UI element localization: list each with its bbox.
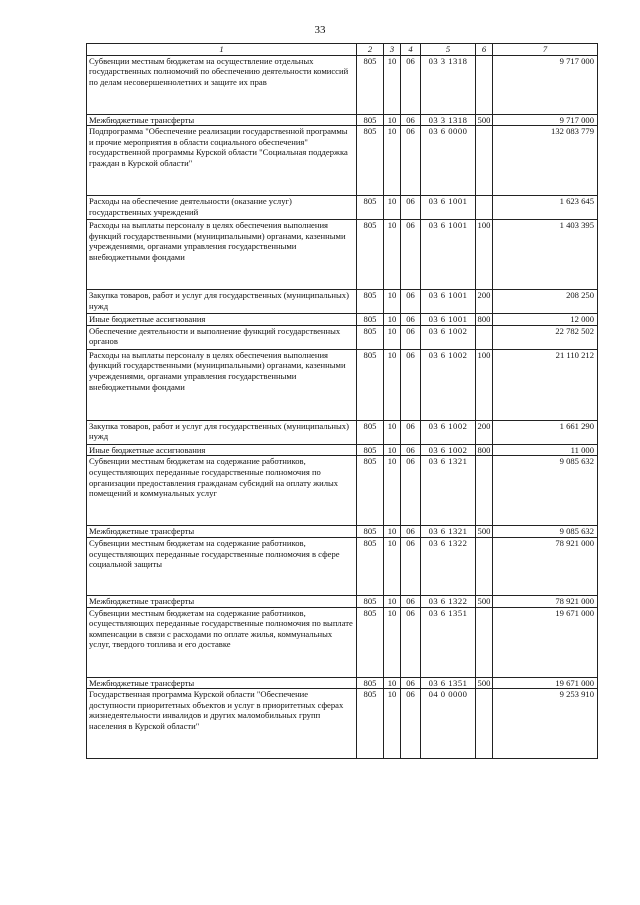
amount-cell: 1 661 290	[493, 420, 598, 444]
expense-type-cell: 200	[476, 290, 493, 314]
expense-type-cell	[476, 607, 493, 677]
amount-cell: 22 782 502	[493, 325, 598, 349]
page-number: 33	[314, 24, 326, 36]
amount-cell: 19 671 000	[493, 677, 598, 689]
admin-code-cell: 805	[357, 689, 384, 759]
table-row	[87, 607, 598, 677]
admin-code-cell: 805	[357, 595, 384, 607]
admin-code-cell: 805	[357, 677, 384, 689]
target-article-cell: 04 0 0000	[421, 689, 476, 759]
section-cell: 10	[384, 456, 401, 526]
target-article-cell: 03 6 1002	[421, 349, 476, 420]
item-name-cell: Межбюджетные трансферты	[87, 677, 357, 689]
subsection-cell: 06	[401, 444, 421, 456]
section-cell: 10	[384, 444, 401, 456]
admin-code-cell: 805	[357, 290, 384, 314]
table-row	[87, 444, 598, 456]
section-cell: 10	[384, 114, 401, 126]
section-cell: 10	[384, 677, 401, 689]
subsection-cell: 06	[401, 196, 421, 220]
section-cell: 10	[384, 196, 401, 220]
target-article-cell: 03 6 1322	[421, 537, 476, 595]
admin-code-cell: 805	[357, 126, 384, 196]
subsection-cell: 06	[401, 607, 421, 677]
table-row	[87, 456, 598, 526]
target-article-cell: 03 6 1351	[421, 677, 476, 689]
target-article-cell: 03 6 1001	[421, 196, 476, 220]
item-name-cell: Субвенции местным бюджетам на осуществление отдельных государственных полномочий по обеспечению деятельности комиссий по делам несовершеннолетних и защите их прав	[87, 55, 357, 114]
subsection-cell: 06	[401, 420, 421, 444]
table-row	[87, 196, 598, 220]
amount-cell: 208 250	[493, 290, 598, 314]
target-article-cell: 03 6 1322	[421, 595, 476, 607]
amount-cell: 78 921 000	[493, 595, 598, 607]
amount-cell: 11 000	[493, 444, 598, 456]
table-row	[87, 325, 598, 349]
expense-type-cell	[476, 689, 493, 759]
subsection-cell: 06	[401, 314, 421, 326]
table-row	[87, 677, 598, 689]
admin-code-cell: 805	[357, 196, 384, 220]
section-cell: 10	[384, 325, 401, 349]
table-row	[87, 537, 598, 595]
budget-table	[86, 43, 598, 759]
table-row	[87, 689, 598, 759]
expense-type-cell: 100	[476, 349, 493, 420]
expense-type-cell	[476, 196, 493, 220]
admin-code-cell: 805	[357, 325, 384, 349]
section-cell: 10	[384, 349, 401, 420]
expense-type-cell: 800	[476, 444, 493, 456]
amount-cell: 9 085 632	[493, 456, 598, 526]
expense-type-cell: 500	[476, 595, 493, 607]
item-name-cell: Подпрограмма "Обеспечение реализации государственной программы и прочие мероприятия в области социального обеспечения" государственной программы Курской области "Социальная поддержка граждан в Курской области"	[87, 126, 357, 196]
subsection-cell: 06	[401, 526, 421, 538]
item-name-cell: Межбюджетные трансферты	[87, 526, 357, 538]
admin-code-cell: 805	[357, 537, 384, 595]
target-article-cell: 03 6 1001	[421, 314, 476, 326]
expense-type-cell: 500	[476, 677, 493, 689]
item-name-cell: Закупка товаров, работ и услуг для государственных (муниципальных) нужд	[87, 290, 357, 314]
expense-type-cell	[476, 126, 493, 196]
subsection-cell: 06	[401, 689, 421, 759]
table-row	[87, 114, 598, 126]
expense-type-cell	[476, 537, 493, 595]
amount-cell: 9 717 000	[493, 114, 598, 126]
item-name-cell: Расходы на выплаты персоналу в целях обеспечения выполнения функций государственными (муниципальными) органами, казенными учреждениями, органами управления государственными внебюджетными фондами	[87, 220, 357, 290]
section-cell: 10	[384, 689, 401, 759]
amount-cell: 78 921 000	[493, 537, 598, 595]
subsection-cell: 06	[401, 325, 421, 349]
admin-code-cell: 805	[357, 114, 384, 126]
section-cell: 10	[384, 526, 401, 538]
section-cell: 10	[384, 55, 401, 114]
table-row	[87, 595, 598, 607]
target-article-cell: 03 6 1002	[421, 444, 476, 456]
target-article-cell: 03 3 1318	[421, 114, 476, 126]
amount-cell: 1 623 645	[493, 196, 598, 220]
amount-cell: 132 083 779	[493, 126, 598, 196]
table-row	[87, 126, 598, 196]
header-cell: 1	[87, 44, 357, 56]
subsection-cell: 06	[401, 677, 421, 689]
table-row	[87, 55, 598, 114]
admin-code-cell: 805	[357, 456, 384, 526]
admin-code-cell: 805	[357, 607, 384, 677]
expense-type-cell: 800	[476, 314, 493, 326]
item-name-cell: Субвенции местным бюджетам на содержание работников, осуществляющих переданные государственные полномочия по организации предоставления гражданам субсидий на оплату жилых помещений и коммунальных услуг	[87, 456, 357, 526]
header-cell: 4	[401, 44, 421, 56]
item-name-cell: Субвенции местным бюджетам на содержание работников, осуществляющих переданные государственные полномочия в сфере социальной защиты	[87, 537, 357, 595]
expense-type-cell	[476, 55, 493, 114]
expense-type-cell	[476, 325, 493, 349]
item-name-cell: Закупка товаров, работ и услуг для государственных (муниципальных) нужд	[87, 420, 357, 444]
admin-code-cell: 805	[357, 526, 384, 538]
admin-code-cell: 805	[357, 349, 384, 420]
section-cell: 10	[384, 537, 401, 595]
target-article-cell: 03 6 1001	[421, 290, 476, 314]
table-row	[87, 420, 598, 444]
header-cell: 5	[421, 44, 476, 56]
item-name-cell: Межбюджетные трансферты	[87, 595, 357, 607]
section-cell: 10	[384, 595, 401, 607]
header-row	[87, 44, 598, 56]
item-name-cell: Расходы на обеспечение деятельности (оказание услуг) государственных учреждений	[87, 196, 357, 220]
subsection-cell: 06	[401, 290, 421, 314]
table-row	[87, 314, 598, 326]
target-article-cell: 03 6 1001	[421, 220, 476, 290]
expense-type-cell	[476, 456, 493, 526]
header-cell: 7	[493, 44, 598, 56]
table-row	[87, 220, 598, 290]
section-cell: 10	[384, 290, 401, 314]
subsection-cell: 06	[401, 55, 421, 114]
subsection-cell: 06	[401, 595, 421, 607]
subsection-cell: 06	[401, 126, 421, 196]
admin-code-cell: 805	[357, 314, 384, 326]
target-article-cell: 03 6 1002	[421, 325, 476, 349]
target-article-cell: 03 3 1318	[421, 55, 476, 114]
target-article-cell: 03 6 1321	[421, 456, 476, 526]
subsection-cell: 06	[401, 349, 421, 420]
section-cell: 10	[384, 420, 401, 444]
expense-type-cell: 100	[476, 220, 493, 290]
expense-type-cell: 500	[476, 526, 493, 538]
amount-cell: 9 717 000	[493, 55, 598, 114]
amount-cell: 21 110 212	[493, 349, 598, 420]
header-cell: 6	[476, 44, 493, 56]
section-cell: 10	[384, 607, 401, 677]
subsection-cell: 06	[401, 537, 421, 595]
section-cell: 10	[384, 220, 401, 290]
item-name-cell: Расходы на выплаты персоналу в целях обеспечения выполнения функций государственными (муниципальными) органами, казенными учреждениями, органами управления государственными внебюджетными фондами	[87, 349, 357, 420]
item-name-cell: Государственная программа Курской области "Обеспечение доступности приоритетных объектов и услуг в приоритетных сферах жизнедеятельности инвалидов и других маломобильных групп населения в Курской области"	[87, 689, 357, 759]
section-cell: 10	[384, 126, 401, 196]
expense-type-cell: 500	[476, 114, 493, 126]
target-article-cell: 03 6 0000	[421, 126, 476, 196]
header-cell: 3	[384, 44, 401, 56]
amount-cell: 9 253 910	[493, 689, 598, 759]
admin-code-cell: 805	[357, 444, 384, 456]
admin-code-cell: 805	[357, 220, 384, 290]
table-row	[87, 290, 598, 314]
target-article-cell: 03 6 1002	[421, 420, 476, 444]
table-row	[87, 349, 598, 420]
table-row	[87, 526, 598, 538]
amount-cell: 9 085 632	[493, 526, 598, 538]
expense-type-cell: 200	[476, 420, 493, 444]
item-name-cell: Иные бюджетные ассигнования	[87, 314, 357, 326]
subsection-cell: 06	[401, 114, 421, 126]
amount-cell: 12 000	[493, 314, 598, 326]
admin-code-cell: 805	[357, 420, 384, 444]
subsection-cell: 06	[401, 220, 421, 290]
amount-cell: 19 671 000	[493, 607, 598, 677]
item-name-cell: Обеспечение деятельности и выполнение функций государственных органов	[87, 325, 357, 349]
item-name-cell: Субвенции местным бюджетам на содержание работников, осуществляющих переданные государственные полномочия по выплате компенсации в связи с расходами по оплате жилья, коммунальных услуг, твердого топлива и его доставке	[87, 607, 357, 677]
amount-cell: 1 403 395	[493, 220, 598, 290]
subsection-cell: 06	[401, 456, 421, 526]
target-article-cell: 03 6 1321	[421, 526, 476, 538]
header-cell: 2	[357, 44, 384, 56]
item-name-cell: Межбюджетные трансферты	[87, 114, 357, 126]
item-name-cell: Иные бюджетные ассигнования	[87, 444, 357, 456]
section-cell: 10	[384, 314, 401, 326]
admin-code-cell: 805	[357, 55, 384, 114]
target-article-cell: 03 6 1351	[421, 607, 476, 677]
